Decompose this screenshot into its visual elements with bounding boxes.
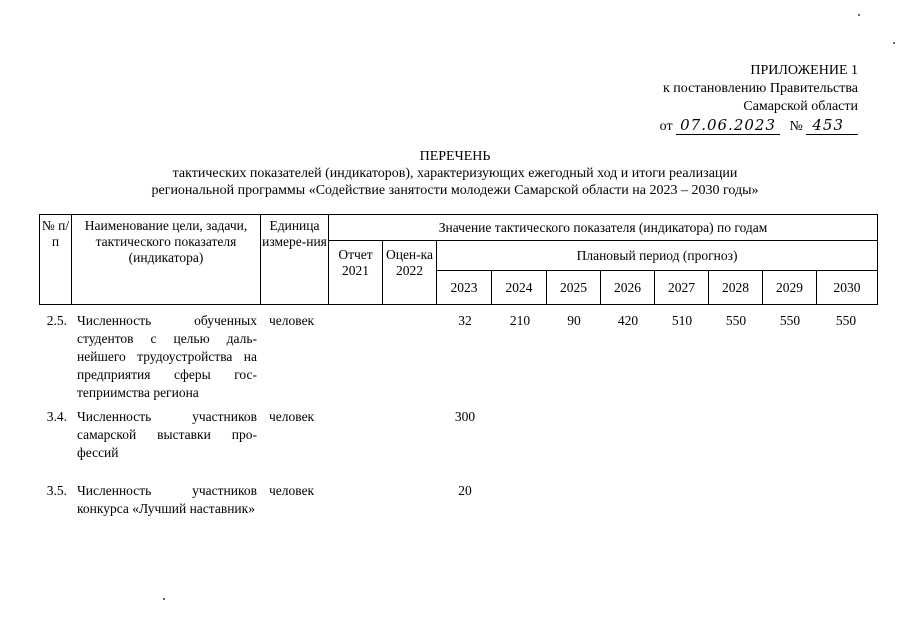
title-subheading-2: региональной программы «Содействие занятости молодежи Самарской области на 2023 – 2030 годы» xyxy=(151,183,759,198)
row-name: Численность участников самарской выставки про-фессий xyxy=(77,409,257,460)
header-estimate: Оцен-ка 2022 xyxy=(383,241,437,305)
scan-speck xyxy=(858,14,860,16)
header-year: 2026 xyxy=(601,271,655,305)
row-value-2026: 420 xyxy=(617,313,639,328)
row-value-2023: 300 xyxy=(454,409,476,424)
annex-decree: к постановлению Правительства xyxy=(662,81,858,96)
row-unit: человек xyxy=(269,313,315,328)
title-subheading-1: тактических показателей (индикаторов), характеризующих ежегодный ход и итоги реализации xyxy=(172,166,738,181)
row-value-2023: 20 xyxy=(458,483,472,498)
row-name: Численность обученных студентов с целью даль-нейшего трудоустройства на предприятия сферы гос-теприимства региона xyxy=(77,313,257,400)
header-year: 2027 xyxy=(655,271,709,305)
annex-title: ПРИЛОЖЕНИЕ 1 xyxy=(750,63,858,78)
number-value: 453 xyxy=(806,116,858,135)
header-report: Отчет 2021 xyxy=(329,241,383,305)
title-heading: ПЕРЕЧЕНЬ xyxy=(419,149,491,164)
header-year: 2025 xyxy=(547,271,601,305)
annex-region: Самарской области xyxy=(743,99,858,114)
row-value-2024: 210 xyxy=(509,313,531,328)
header-year: 2024 xyxy=(492,271,547,305)
header-num: № п/п xyxy=(40,215,72,305)
row-unit: человек xyxy=(269,409,315,424)
scan-speck xyxy=(163,598,165,600)
row-value-2025: 90 xyxy=(567,313,581,328)
header-year: 2023 xyxy=(437,271,492,305)
row-value-2023: 32 xyxy=(458,313,472,328)
header-name: Наименование цели, задачи, тактического показателя (индикатора) xyxy=(72,215,261,305)
document-title xyxy=(0,148,910,199)
row-value-2028: 550 xyxy=(725,313,747,328)
indicators-table-header xyxy=(39,214,878,305)
header-year: 2028 xyxy=(709,271,763,305)
annex-block xyxy=(660,62,858,136)
row-value-2029: 550 xyxy=(779,313,801,328)
row-unit: человек xyxy=(269,483,315,498)
header-values: Значение тактического показателя (индикатора) по годам xyxy=(329,215,878,241)
date-value: 07.06.2023 xyxy=(676,116,780,135)
header-year: 2030 xyxy=(817,271,878,305)
row-name: Численность участников конкурса «Лучший наставник» xyxy=(77,483,257,516)
row-num: 2.5. xyxy=(46,313,67,328)
annex-date-line xyxy=(660,116,858,136)
row-value-2027: 510 xyxy=(671,313,693,328)
row-num: 3.4. xyxy=(46,409,67,424)
header-year: 2029 xyxy=(763,271,817,305)
row-value-2030: 550 xyxy=(835,313,857,328)
header-planned: Плановый период (прогноз) xyxy=(437,241,878,271)
scan-speck xyxy=(893,42,895,44)
date-prefix: от xyxy=(659,119,673,134)
row-num: 3.5. xyxy=(46,483,67,498)
header-unit: Единица измере-ния xyxy=(261,215,329,305)
number-prefix: № xyxy=(789,119,803,134)
